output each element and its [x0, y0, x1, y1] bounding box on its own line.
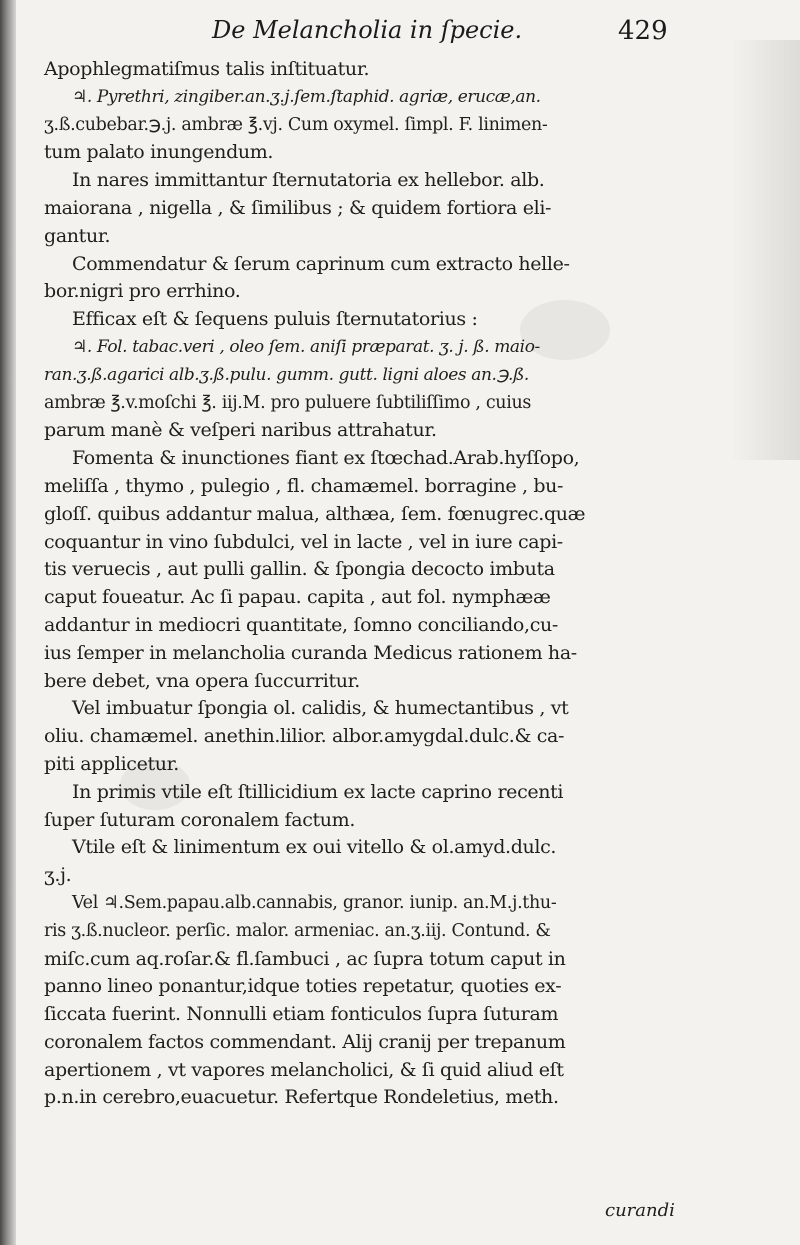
text-line: gantur.	[44, 224, 111, 247]
text-line: panno lineo ponantur,idque toties repetatur, quoties ex-	[44, 975, 562, 998]
text-line: ris ʒ.ß.nucleor. perſic. malor. armeniac. an.ʒ.iij. Contund. &	[44, 920, 551, 941]
text-line: Fomenta & inunctiones fiant ex ſtœchad.Arab.hyſſopo,	[72, 447, 580, 470]
text-line: maiorana , nigella , & ſimilibus ; & quidem fortiora eli-	[44, 196, 552, 219]
text-line: meliſſa , thymo , pulegio , fl. chamæmel. borragine , bu-	[44, 474, 564, 497]
running-title: De Melancholia in ſpecie.	[212, 16, 523, 44]
page-gutter-shadow	[0, 0, 16, 1245]
text-line: ſiccata fuerint. Nonnulli etiam fonticulos ſupra ſuturam	[44, 1003, 559, 1026]
text-line: coquantur in vino ſubdulci, vel in lacte , vel in iure capi-	[44, 530, 563, 553]
page-header	[0, 14, 800, 54]
text-line: Vel imbuatur ſpongia ol. calidis, & humectantibus , vt	[72, 697, 569, 720]
text-line: Efficax eſt & ſequens puluis ſternutatorius :	[72, 308, 478, 331]
text-line: ♃. Pyrethri, zingiber.an.ʒ.j.ſem.ſtaphid. agriæ, erucæ,an.	[72, 86, 541, 107]
text-line: ʒ.j.	[44, 864, 72, 887]
text-line: piti applicetur.	[44, 752, 179, 775]
text-line: tis veruecis , aut pulli gallin. & ſpongia decocto imbuta	[44, 558, 555, 581]
text-line: In primis vtile eſt ſtillicidium ex lacte caprino recenti	[72, 780, 564, 803]
text-line: parum manè & veſperi naribus attrahatur.	[44, 419, 437, 442]
text-line: tum palato inungendum.	[44, 141, 274, 164]
show-through-shading	[730, 40, 800, 460]
text-line: oliu. chamæmel. anethin.lilior. albor.amygdal.dulc.& ca-	[44, 725, 565, 748]
text-line: ius ſemper in melancholia curanda Medicus rationem ha-	[44, 641, 577, 664]
text-line: Commendatur & ſerum caprinum cum extracto helle-	[72, 252, 570, 275]
body-text	[44, 56, 684, 1112]
text-line: bere debet, vna opera ſuccurritur.	[44, 669, 360, 692]
page-number: 429	[618, 16, 668, 46]
text-line: caput foueatur. Ac ſi papau. capita , aut fol. nymphææ	[44, 586, 551, 609]
text-line: addantur in mediocri quantitate, ſomno conciliando,cu-	[44, 613, 558, 636]
text-line: Vtile eſt & linimentum ex oui vitello & ol.amyd.dulc.	[72, 836, 557, 859]
text-line: Vel ♃.Sem.papau.alb.cannabis, granor. iunip. an.M.j.thu-	[72, 892, 557, 913]
text-line: ʒ.ß.cubebar.℈.j. ambræ ℥.vj. Cum oxymel. ſimpl. F. linimen-	[44, 114, 548, 135]
text-line: In nares immittantur ſternutatoria ex hellebor. alb.	[72, 169, 545, 192]
text-line: bor.nigri pro errhino.	[44, 280, 241, 303]
text-line: Apophlegmatiſmus talis inſtituatur.	[44, 58, 370, 80]
text-line: apertionem , vt vapores melancholici, & ſi quid aliud eſt	[44, 1058, 564, 1081]
text-line: ran.ʒ.ß.agarici alb.ʒ.ß.pulu. gumm. gutt. ligni aloes an.℈.ß.	[44, 364, 529, 385]
text-line: gloſſ. quibus addantur malua, althæa, ſem. fœnugrec.quæ	[44, 502, 586, 525]
text-line: miſc.cum aq.roſar.& fl.ſambuci , ac ſupra totum caput in	[44, 947, 566, 970]
text-line: coronalem factos commendant. Alij cranij per trepanum	[44, 1030, 566, 1053]
catchword: curandi	[605, 1200, 675, 1221]
text-line: p.n.in cerebro,euacuetur. Refertque Rondeletius, meth.	[44, 1086, 559, 1109]
text-line: ambræ ℥.v.moſchi ℥. iij.M. pro puluere ſubtiliſſimo , cuius	[44, 392, 532, 413]
text-line: ♃. Fol. tabac.veri , oleo ſem. aniſi præparat. ʒ. j. ß. maio-	[72, 336, 540, 357]
text-line: ſuper ſuturam coronalem factum.	[44, 808, 356, 831]
